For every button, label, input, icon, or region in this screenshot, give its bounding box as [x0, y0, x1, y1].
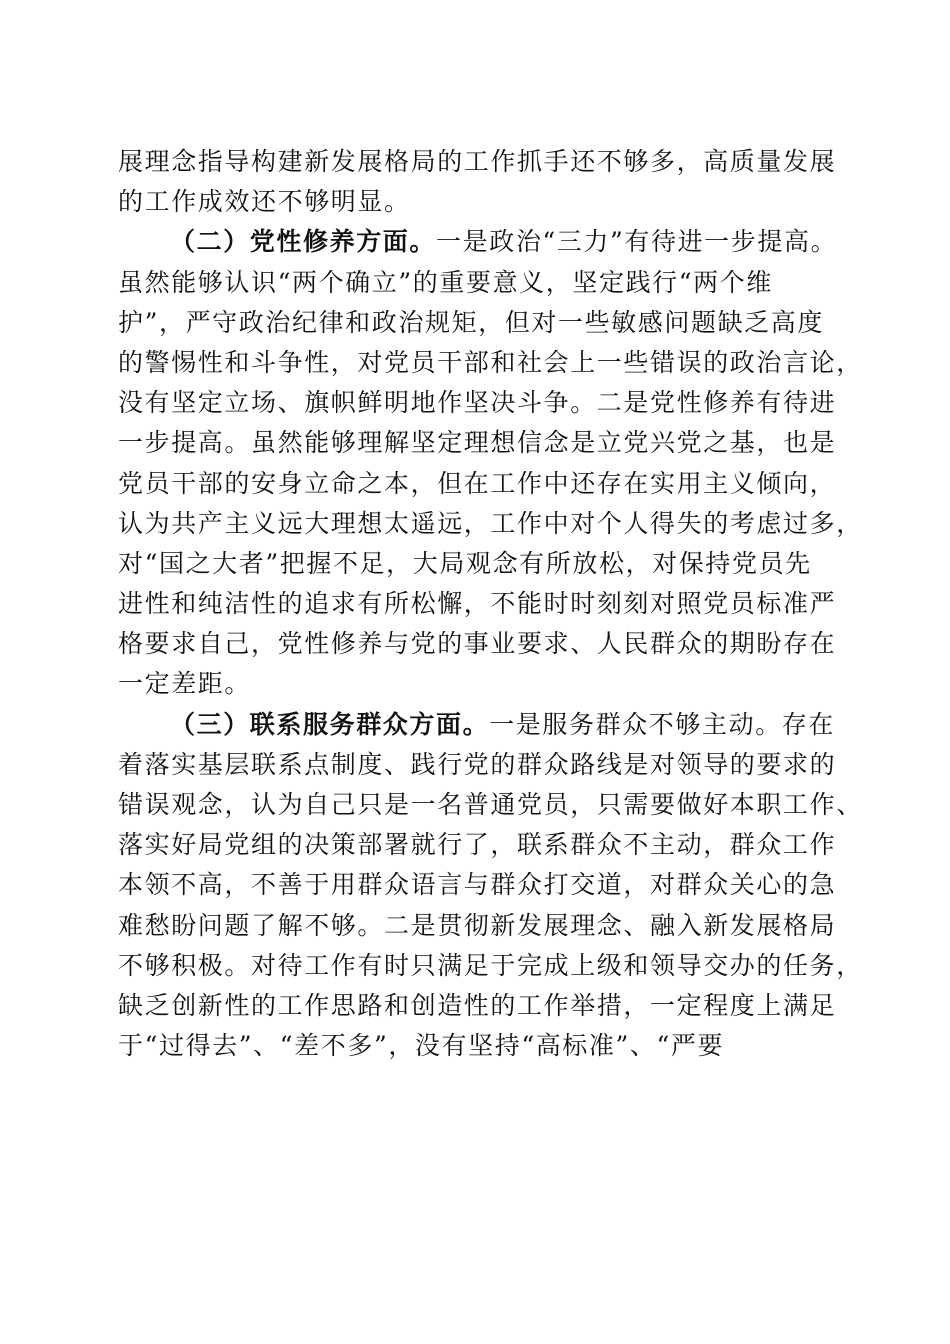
line-text: 格要求自己，党性修养与党的事业要求、人民群众的期盼存在: [118, 629, 837, 659]
text-line: [118, 464, 837, 504]
line-text: 着落实基层联系点制度、践行党的群众路线是对领导的要求的: [118, 749, 837, 779]
line-text: 一是政治“三力”有待进一步提高。: [436, 227, 838, 257]
line-text: 一定差距。: [118, 669, 252, 699]
line-text: 的警惕性和斗争性，对党员干部和社会上一些错误的政治言论，: [118, 347, 863, 377]
line-text: 认为共产主义远大理想太遥远，工作中对个人得失的考虑过多，: [118, 508, 863, 538]
text-line: [118, 544, 834, 584]
line-text: 对“国之大者”把握不足，大局观念有所放松，对保持党员先: [118, 548, 812, 578]
line-text: 一步提高。虽然能够理解坚定理想信念是立党兴党之基，也是: [118, 428, 837, 458]
line-text: 难愁盼问题了解不够。二是贯彻新发展理念、融入新发展格局: [118, 910, 837, 940]
text-line: [118, 785, 863, 825]
line-text: 进性和纯洁性的追求有所松懈，不能时时刻刻对照党员标准严: [118, 589, 837, 619]
line-text: 一是服务群众不够主动。存在: [489, 709, 836, 739]
section-heading: （三）联系服务群众方面。: [170, 709, 490, 739]
line-text: 落实好局党组的决策部署就行了，联系群众不主动，群众工作: [118, 830, 837, 860]
text-line: [118, 343, 863, 383]
line-text: 虽然能够认识“两个确立”的重要意义，坚定践行“两个维: [118, 267, 773, 297]
text-line: [118, 182, 834, 222]
text-line: [118, 825, 837, 865]
text-line: [118, 584, 837, 624]
text-line: [118, 624, 837, 664]
text-line: [118, 222, 838, 262]
line-text: 的工作成效还不够明显。: [118, 187, 411, 217]
line-text: 错误观念，认为自己只是一名普通党员，只需要做好本职工作、: [118, 790, 863, 819]
line-text: 不够积极。对待工作有时只满足于完成上级和领导交办的任务，: [118, 950, 863, 980]
text-line: [118, 423, 837, 463]
line-text: 护”，严守政治纪律和政治规矩，但对一些敏感问题缺乏高度: [118, 307, 824, 337]
text-line: [118, 986, 837, 1026]
text-line: [118, 705, 834, 745]
text-line: [118, 504, 863, 544]
text-line: [118, 664, 834, 704]
line-text: 缺乏创新性的工作思路和创造性的工作举措，一定程度上满足: [118, 990, 837, 1020]
text-line: [118, 263, 834, 303]
line-text: 于“过得去”、“差不多”，没有坚持“高标准”、“严要: [118, 1031, 725, 1061]
text-line: [118, 1026, 834, 1066]
text-line: [118, 865, 837, 905]
text-line: [118, 906, 837, 946]
section-heading: （二）党性修养方面。: [170, 227, 437, 257]
text-line: [118, 383, 837, 423]
text-line: [118, 745, 837, 785]
line-text: 没有坚定立场、旗帜鲜明地作坚决斗争。二是党性修养有待进: [118, 388, 837, 418]
line-text: 党员干部的安身立命之本，但在工作中还存在实用主义倾向，: [118, 468, 837, 498]
document-body: [118, 142, 863, 1066]
text-line: [118, 142, 837, 182]
line-text: 本领不高，不善于用群众语言与群众打交道，对群众关心的急: [118, 870, 837, 900]
text-line: [118, 303, 834, 343]
line-text: 展理念指导构建新发展格局的工作抓手还不够多，高质量发展: [118, 147, 837, 176]
text-line: [118, 946, 863, 986]
